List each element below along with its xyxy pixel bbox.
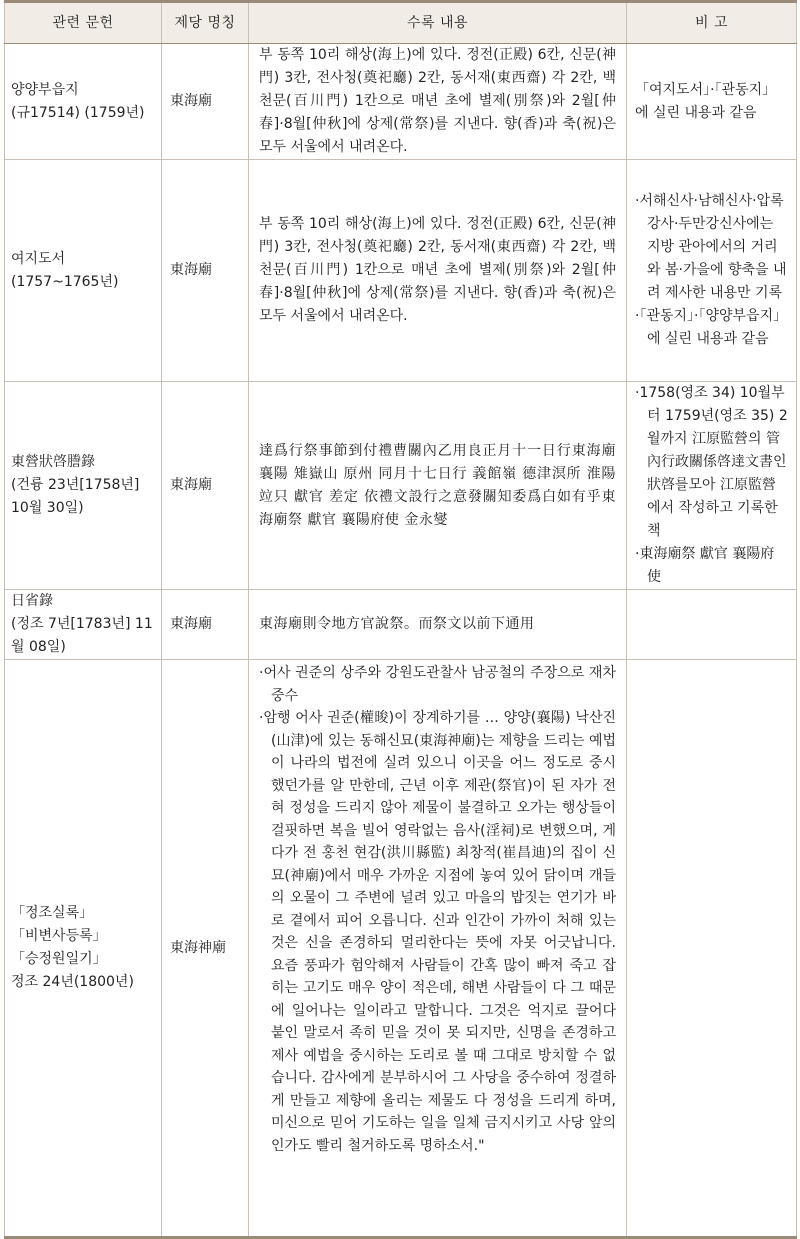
- content-item: ·암행 어사 권준(權晙)이 장계하기를 … 양양(襄陽) 낙산진(山津)에 있는 동해신묘(東海神廟)는 제향을 드리는 예법이 나라의 법전에 실려 있으니 이곳을 어느 정도로 중시했던가를 알 만한데, 근년 이후 제관(祭官)이 된 자가 전혀 정성을 드리지 않아 제물이 불결하고 오가는 행상들이 걸핏하면 복을 빌어 영락없는 음사(淫祠)로 변했으며, 게다가 전 홍천 현감(洪川縣監) 최창적(崔昌迪)의 집이 신묘(神廟)에서 매우 가까운 지점에 놓여 있어 닭이며 개들의 오물이 그 주변에 널려 있고 마을의 밥짓는 연기가 바로 곁에서 피어 오릅니다. 신과 인간이 가까이 처해 있는 것은 신을 존경하되 멀리한다는 뜻에 자못 어긋납니다. 요즘 풍파가 험악해져 사람들이 간혹 많이 빠져 죽고 잡히는 고기도 매우 양이 적은데, 해변 사람들이 다 그 때문에 일어나는 일이라고 말합니다. 그것은 억지로 끌어다 붙인 말로서 족히 믿을 것이 못 되지만, 신명을 존경하고 제사 예법을 중시하는 도리로 볼 때 그대로 방치할 수 없습니다. 감사에게 분부하시어 그 사당을 중수하여 정결하게 만들고 제향에 올리는 제물도 다 정성을 드리게 하며, 미신으로 믿어 기도하는 일을 일체 금지시키고 사당 앞의 인가도 빨리 철거하도록 명하소서.": [259, 710, 616, 1154]
- note-cell: [627, 660, 797, 1238]
- header-row: [5, 2, 797, 44]
- table-row: [5, 660, 797, 1238]
- header-source: 관련 문헌: [5, 2, 162, 44]
- header-shrine-name: 제당 명칭: [162, 2, 249, 44]
- header-content: 수록 내용: [249, 2, 627, 44]
- source-cell: [5, 160, 162, 382]
- shrine-name-cell: 東海廟: [162, 44, 249, 160]
- note-item: ·1758(영조 34) 10월부터 1759년(영조 35) 2월까지 江原監營의 管內行政關係啓達文書인 狀啓를모아 江原監營에서 작성하고 기록한 책: [635, 385, 788, 539]
- note-cell: [627, 590, 797, 660]
- source-line: 「정조실록」: [11, 905, 94, 921]
- content-cell: 東海廟則令地方官說祭。而祭文以前下通用: [249, 590, 627, 660]
- source-cell: [5, 590, 162, 660]
- source-line: 日省錄: [11, 593, 53, 609]
- header-note: 비 고: [627, 2, 797, 44]
- content-item: ·어사 권준의 상주와 강원도관찰사 남공철의 주장으로 재차 중수: [259, 665, 616, 704]
- source-line: 「비변사등록」: [11, 928, 107, 944]
- note-cell: [627, 160, 797, 382]
- source-cell: [5, 660, 162, 1238]
- table-row: [5, 382, 797, 590]
- shrine-name-cell: 東海神廟: [162, 660, 249, 1238]
- note-cell: [627, 382, 797, 590]
- source-line: (규17514) (1759년): [11, 104, 145, 121]
- shrine-name-cell: 東海廟: [162, 382, 249, 590]
- source-line: 「승정원일기」: [11, 951, 107, 967]
- source-line: 정조 24년(1800년): [11, 974, 134, 990]
- note-line: 「여지도서」·「관동지」에 실린 내용과 같음: [635, 81, 777, 121]
- content-cell: 達爲行祭事節到付禮曹關內乙用良正月十一日行東海廟 襄陽 雉嶽山 原州 同月十七日行 義館嶺 德津溟所 淮陽 竝只 獻官 差定 依禮文設行之意發關知委爲白如有乎東海廟祭 獻官 襄陽府使 金永燮: [249, 382, 627, 590]
- table-row: [5, 44, 797, 160]
- source-line: 양양부읍지: [11, 81, 79, 98]
- table-row: [5, 590, 797, 660]
- note-item: ·서해신사·남해신사·압록강사·두만강신사에는 지방 관아에서의 거리와 봄·가을에 향축을 내려 제사한 내용만 기록: [635, 193, 787, 301]
- source-line: (정조 7년[1783년] 11월 08일): [11, 616, 153, 655]
- note-item: ·「관동지」·「양양부읍지」에 실린 내용과 같음: [635, 308, 788, 347]
- source-line: (1757~1765년): [11, 273, 119, 290]
- note-item: ·東海廟祭 獻官 襄陽府使: [635, 546, 775, 585]
- content-cell: 부 동쪽 10리 해상(海上)에 있다. 정전(正殿) 6칸, 신문(神門) 3칸, 전사청(奠祀廳) 2칸, 동서재(東西齋) 각 2칸, 백천문(百川門) 1칸으로 매년 초에 별제(別祭)와 2월[仲春]·8월[仲秋]에 상제(常祭)를 지낸다. 향(香)과 축(祝)은 모두 서울에서 내려온다.: [249, 160, 627, 382]
- records-table: [4, 0, 797, 1239]
- shrine-name-cell: 東海廟: [162, 160, 249, 382]
- source-line: 東營狀啓謄錄: [11, 454, 95, 470]
- source-line: (건륭 23년[1758년] 10월 30일): [11, 477, 140, 516]
- content-cell: 부 동쪽 10리 해상(海上)에 있다. 정전(正殿) 6칸, 신문(神門) 3칸, 전사청(奠祀廳) 2칸, 동서재(東西齋) 각 2칸, 백천문(百川門) 1칸으로 매년 초에 별제(別祭)와 2월[仲春]·8월[仲秋]에 상제(常祭)를 지낸다. 향(香)과 축(祝)은 모두 서울에서 내려온다.: [249, 44, 627, 160]
- source-cell: [5, 44, 162, 160]
- table-row: [5, 160, 797, 382]
- content-cell: [249, 660, 627, 1238]
- source-cell: [5, 382, 162, 590]
- source-line: 여지도서: [11, 250, 66, 267]
- note-cell: [627, 44, 797, 160]
- shrine-name-cell: 東海廟: [162, 590, 249, 660]
